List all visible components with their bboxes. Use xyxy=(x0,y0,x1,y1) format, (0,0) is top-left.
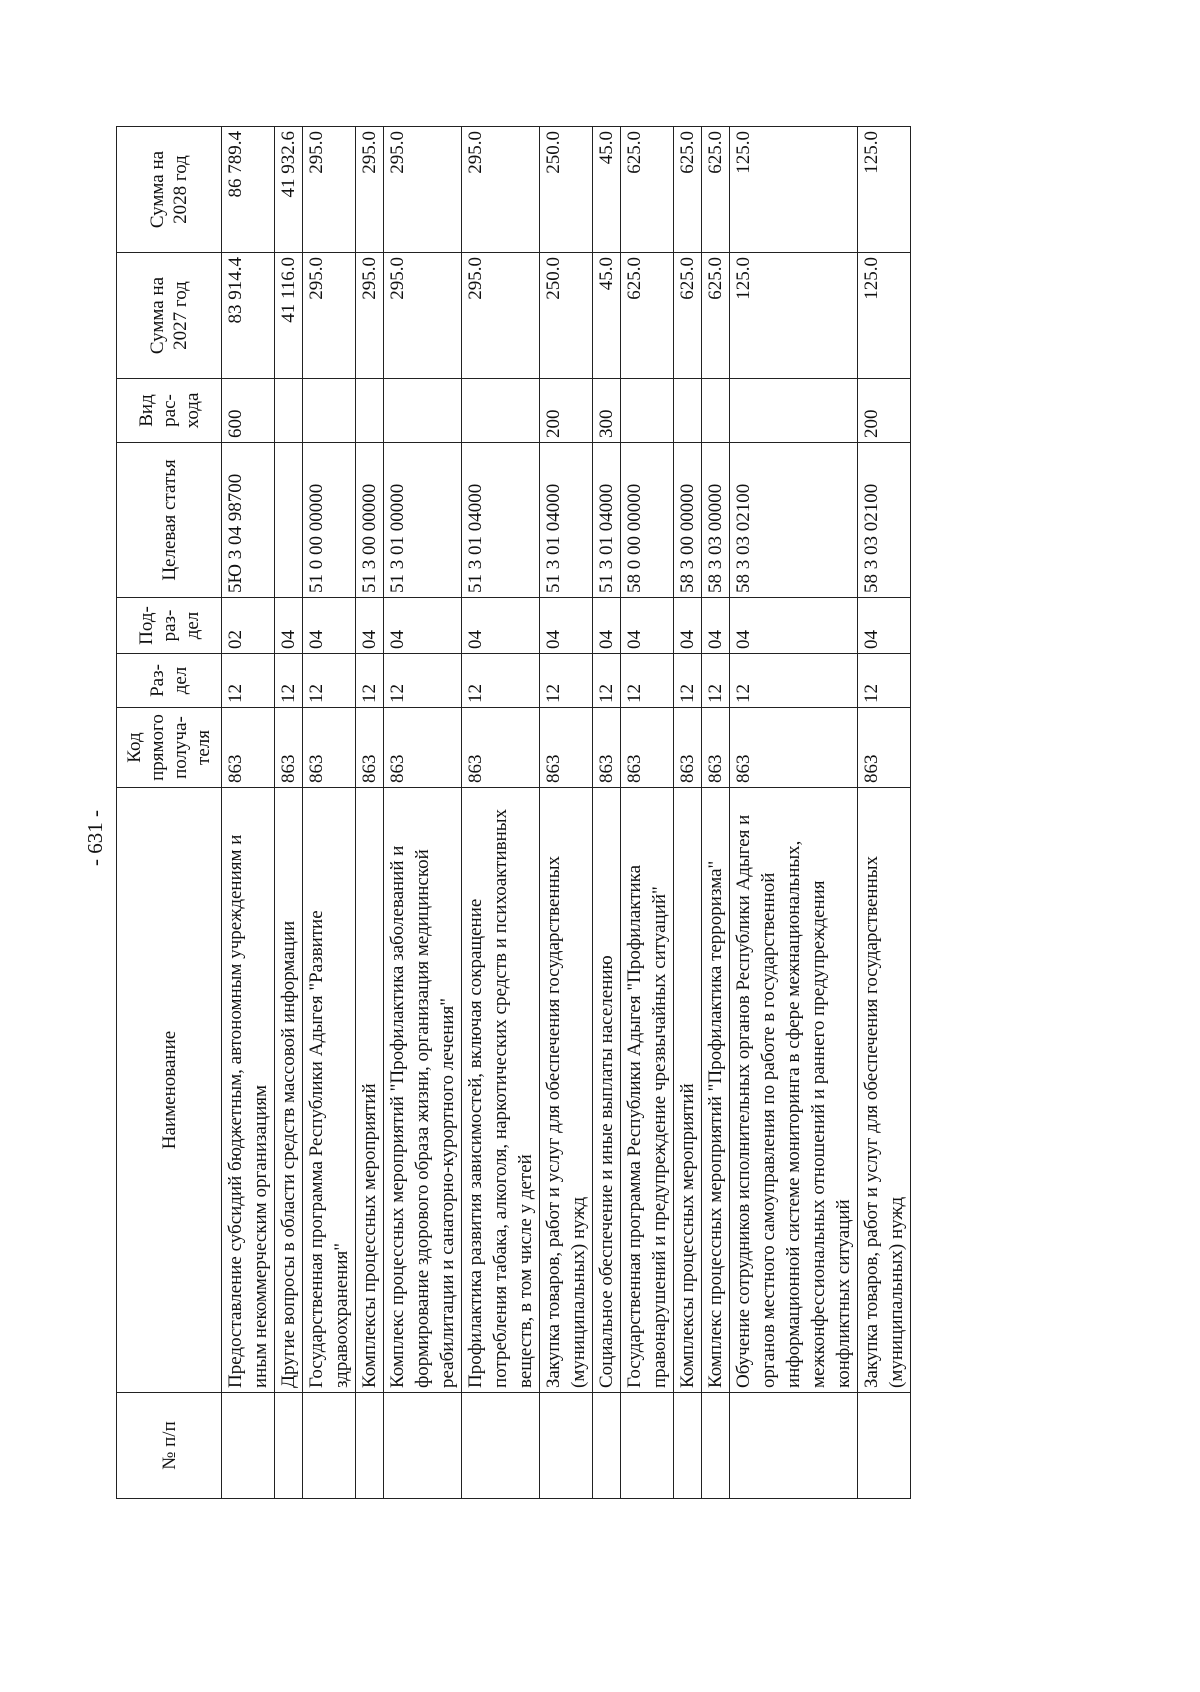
cell-sum-2028: 625.0 xyxy=(621,127,674,253)
cell-subsection: 04 xyxy=(384,598,462,654)
table-row xyxy=(730,127,858,1499)
cell-sum-2027: 250.0 xyxy=(540,253,593,379)
cell-subsection: 04 xyxy=(275,598,303,654)
cell-recipient: 863 xyxy=(356,708,384,788)
cell-num xyxy=(858,1393,911,1499)
cell-recipient: 863 xyxy=(540,708,593,788)
cell-sum-2027: 45.0 xyxy=(593,253,621,379)
table-row xyxy=(356,127,384,1499)
cell-section: 12 xyxy=(303,654,356,708)
cell-target: 51 3 00 00000 xyxy=(356,443,384,598)
cell-expense-type xyxy=(275,379,303,443)
cell-sum-2028: 295.0 xyxy=(356,127,384,253)
cell-name: Комплекс процессных мероприятий "Профилактика заболеваний и формирование здорового образа жизни, организация медицинской реабилитации и санаторно-курортного лечения" xyxy=(384,788,462,1393)
cell-name: Государственная программа Республики Адыгея "Профилактика правонарушений и предупреждение чрезвычайных ситуаций" xyxy=(621,788,674,1393)
cell-sum-2028: 125.0 xyxy=(858,127,911,253)
cell-subsection: 04 xyxy=(356,598,384,654)
cell-section: 12 xyxy=(730,654,858,708)
cell-num xyxy=(621,1393,674,1499)
table-row xyxy=(303,127,356,1499)
cell-sum-2028: 625.0 xyxy=(674,127,702,253)
cell-sum-2027: 625.0 xyxy=(621,253,674,379)
cell-recipient: 863 xyxy=(462,708,540,788)
cell-expense-type xyxy=(356,379,384,443)
cell-sum-2027: 295.0 xyxy=(303,253,356,379)
cell-expense-type: 600 xyxy=(222,379,275,443)
cell-section: 12 xyxy=(356,654,384,708)
cell-section: 12 xyxy=(540,654,593,708)
header-recipient: Код прямого получа-теля xyxy=(117,708,222,788)
cell-sum-2028: 295.0 xyxy=(303,127,356,253)
cell-sum-2027: 295.0 xyxy=(356,253,384,379)
table-row xyxy=(275,127,303,1499)
cell-sum-2028: 41 932.6 xyxy=(275,127,303,253)
cell-section: 12 xyxy=(674,654,702,708)
cell-subsection: 04 xyxy=(702,598,730,654)
cell-sum-2028: 250.0 xyxy=(540,127,593,253)
cell-target: 58 3 03 02100 xyxy=(858,443,911,598)
cell-num xyxy=(674,1393,702,1499)
cell-subsection: 04 xyxy=(593,598,621,654)
cell-name: Закупка товаров, работ и услуг для обеспечения государственных (муниципальных) нужд xyxy=(858,788,911,1393)
cell-section: 12 xyxy=(462,654,540,708)
cell-expense-type xyxy=(702,379,730,443)
cell-target: 51 3 01 04000 xyxy=(540,443,593,598)
cell-recipient: 863 xyxy=(858,708,911,788)
cell-name: Другие вопросы в области средств массовой информации xyxy=(275,788,303,1393)
cell-sum-2027: 625.0 xyxy=(674,253,702,379)
cell-expense-type xyxy=(384,379,462,443)
cell-expense-type: 200 xyxy=(858,379,911,443)
cell-sum-2028: 86 789.4 xyxy=(222,127,275,253)
cell-target: 51 3 01 04000 xyxy=(593,443,621,598)
cell-expense-type xyxy=(674,379,702,443)
cell-recipient: 863 xyxy=(222,708,275,788)
cell-target: 5Ю 3 04 98700 xyxy=(222,443,275,598)
cell-expense-type xyxy=(462,379,540,443)
cell-section: 12 xyxy=(593,654,621,708)
table-row xyxy=(858,127,911,1499)
table-row xyxy=(702,127,730,1499)
cell-subsection: 04 xyxy=(462,598,540,654)
cell-sum-2027: 295.0 xyxy=(384,253,462,379)
cell-sum-2028: 295.0 xyxy=(462,127,540,253)
header-sum-2028: Сумма на 2028 год xyxy=(117,127,222,253)
table-row xyxy=(222,127,275,1499)
cell-num xyxy=(593,1393,621,1499)
cell-subsection: 04 xyxy=(730,598,858,654)
table-row xyxy=(621,127,674,1499)
cell-num xyxy=(462,1393,540,1499)
cell-recipient: 863 xyxy=(593,708,621,788)
budget-sheet xyxy=(116,127,992,1499)
cell-target: 58 3 00 00000 xyxy=(674,443,702,598)
header-subsection: Под-раз-дел xyxy=(117,598,222,654)
cell-name: Государственная программа Республики Адыгея "Развитие здравоохранения" xyxy=(303,788,356,1393)
header-name: Наименование xyxy=(117,788,222,1393)
cell-num xyxy=(540,1393,593,1499)
cell-expense-type: 200 xyxy=(540,379,593,443)
cell-sum-2027: 125.0 xyxy=(730,253,858,379)
cell-section: 12 xyxy=(621,654,674,708)
cell-target: 51 3 01 04000 xyxy=(462,443,540,598)
table-row xyxy=(462,127,540,1499)
cell-target: 58 0 00 00000 xyxy=(621,443,674,598)
cell-target: 58 3 03 00000 xyxy=(702,443,730,598)
cell-sum-2028: 625.0 xyxy=(702,127,730,253)
cell-sum-2027: 41 116.0 xyxy=(275,253,303,379)
table-row xyxy=(674,127,702,1499)
cell-subsection: 04 xyxy=(540,598,593,654)
cell-num xyxy=(384,1393,462,1499)
cell-subsection: 04 xyxy=(674,598,702,654)
cell-name: Предоставление субсидий бюджетным, автономным учреждениям и иным некоммерческим организациям xyxy=(222,788,275,1393)
cell-num xyxy=(303,1393,356,1499)
cell-section: 12 xyxy=(275,654,303,708)
header-section: Раз-дел xyxy=(117,654,222,708)
cell-target: 51 3 01 00000 xyxy=(384,443,462,598)
cell-expense-type: 300 xyxy=(593,379,621,443)
cell-num xyxy=(702,1393,730,1499)
cell-subsection: 04 xyxy=(858,598,911,654)
cell-recipient: 863 xyxy=(303,708,356,788)
header-expense-type: Вид рас-хода xyxy=(117,379,222,443)
cell-recipient: 863 xyxy=(621,708,674,788)
cell-expense-type xyxy=(621,379,674,443)
cell-num xyxy=(730,1393,858,1499)
page-number: - 631 - xyxy=(83,810,107,866)
cell-name: Комплексы процессных мероприятий xyxy=(356,788,384,1393)
cell-name: Социальное обеспечение и иные выплаты населению xyxy=(593,788,621,1393)
cell-section: 12 xyxy=(858,654,911,708)
cell-recipient: 863 xyxy=(730,708,858,788)
cell-target xyxy=(275,443,303,598)
cell-name: Обучение сотрудников исполнительных органов Республики Адыгея и органов местного самоуправления по работе в государственной информационной системе мониторинга в сфере межнациональных, межконфессиональных отношений и раннего предупреждения конфликтных ситуаций xyxy=(730,788,858,1393)
table-row xyxy=(593,127,621,1499)
cell-expense-type xyxy=(303,379,356,443)
cell-sum-2027: 295.0 xyxy=(462,253,540,379)
table-row xyxy=(384,127,462,1499)
cell-recipient: 863 xyxy=(674,708,702,788)
cell-section: 12 xyxy=(222,654,275,708)
cell-num xyxy=(222,1393,275,1499)
cell-recipient: 863 xyxy=(702,708,730,788)
cell-name: Комплекс процессных мероприятий "Профилактика терроризма" xyxy=(702,788,730,1393)
cell-section: 12 xyxy=(384,654,462,708)
cell-section: 12 xyxy=(702,654,730,708)
table-row xyxy=(540,127,593,1499)
header-num: № п/п xyxy=(117,1393,222,1499)
table-header-row xyxy=(117,127,222,1499)
cell-name: Закупка товаров, работ и услуг для обеспечения государственных (муниципальных) нужд xyxy=(540,788,593,1393)
budget-table xyxy=(116,126,911,1499)
cell-sum-2027: 125.0 xyxy=(858,253,911,379)
cell-target: 58 3 03 02100 xyxy=(730,443,858,598)
cell-subsection: 02 xyxy=(222,598,275,654)
cell-sum-2027: 625.0 xyxy=(702,253,730,379)
header-target: Целевая статья xyxy=(117,443,222,598)
cell-sum-2028: 125.0 xyxy=(730,127,858,253)
cell-name: Профилактика развития зависимостей, включая сокращение потребления табака, алкоголя, наркотических средств и психоактивных веществ, в том числе у детей xyxy=(462,788,540,1393)
cell-sum-2028: 295.0 xyxy=(384,127,462,253)
cell-expense-type xyxy=(730,379,858,443)
cell-sum-2027: 83 914.4 xyxy=(222,253,275,379)
header-sum-2027: Сумма на 2027 год xyxy=(117,253,222,379)
cell-sum-2028: 45.0 xyxy=(593,127,621,253)
cell-subsection: 04 xyxy=(303,598,356,654)
cell-subsection: 04 xyxy=(621,598,674,654)
cell-target: 51 0 00 00000 xyxy=(303,443,356,598)
cell-num xyxy=(275,1393,303,1499)
cell-num xyxy=(356,1393,384,1499)
cell-recipient: 863 xyxy=(384,708,462,788)
cell-recipient: 863 xyxy=(275,708,303,788)
cell-name: Комплексы процессных мероприятий xyxy=(674,788,702,1393)
table-body xyxy=(222,127,911,1499)
